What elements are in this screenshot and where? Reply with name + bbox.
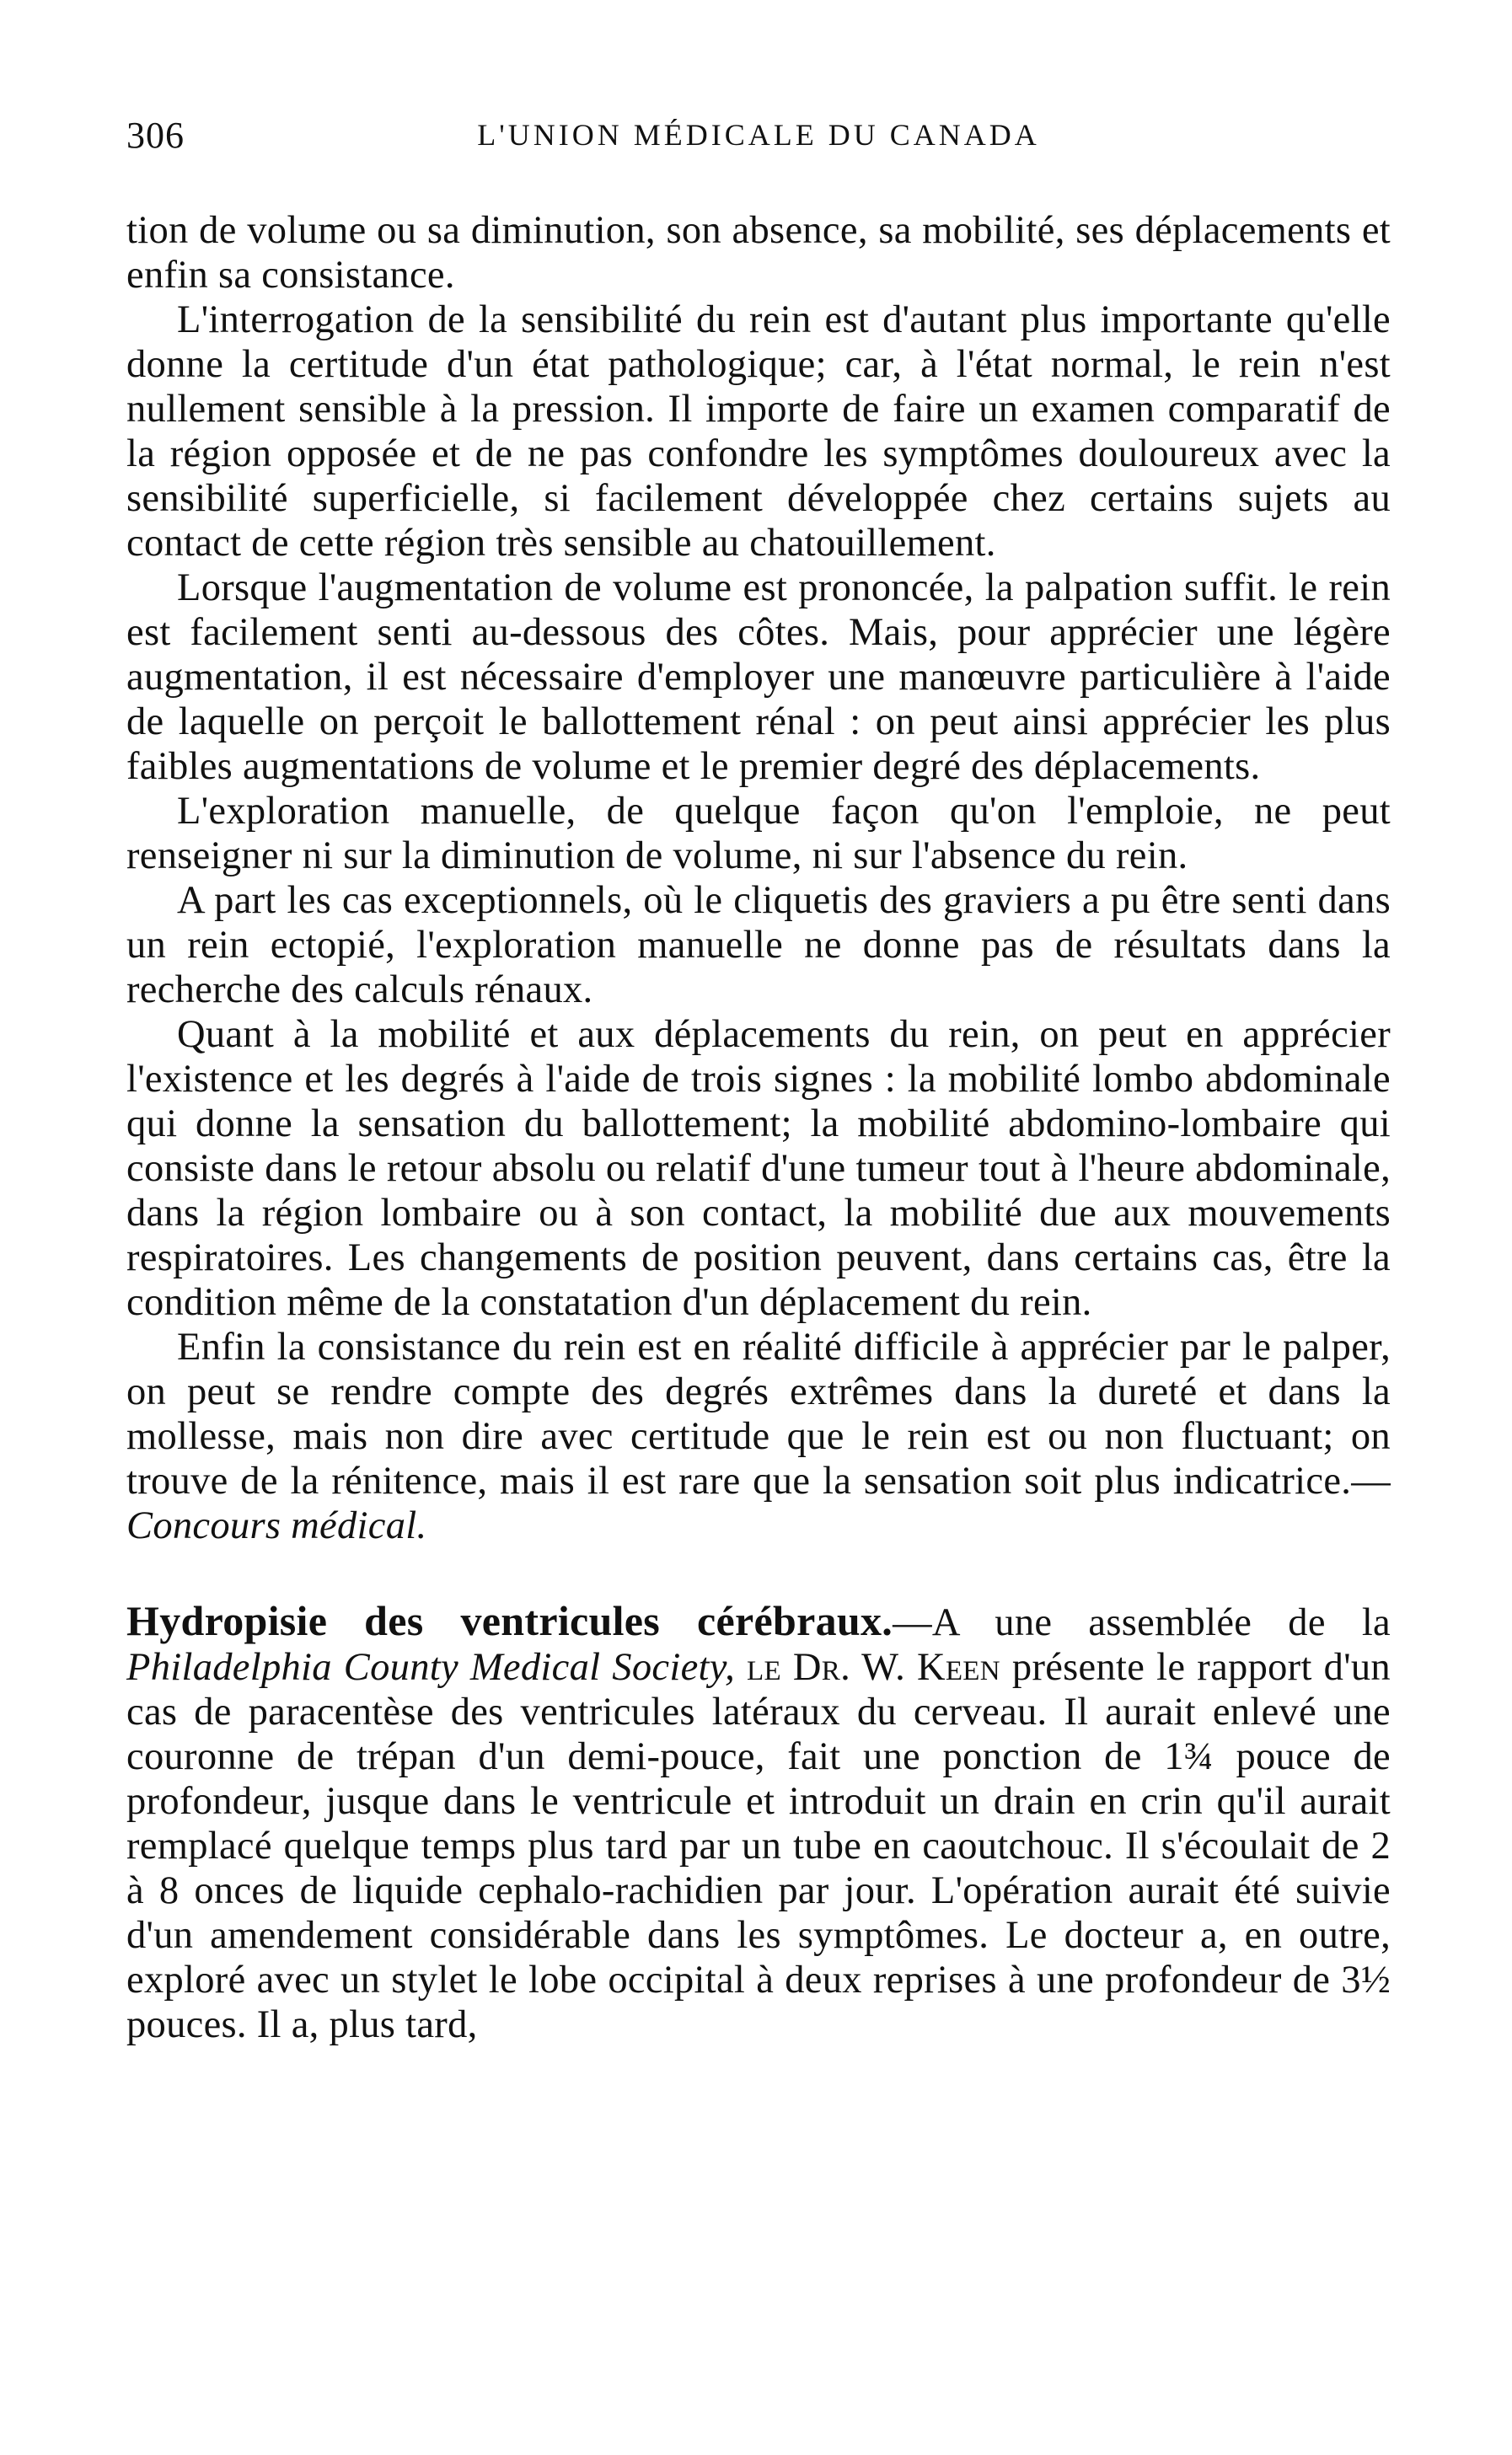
article-paragraph [126, 1599, 1391, 2047]
paragraph-4: L'exploration manuelle, de quelque façon qu'on l'emploie, ne peut renseigner ni sur la diminution de volume, ni sur l'absence du rein. [126, 790, 1391, 877]
paragraph-6: Quant à la mobilité et aux déplacements du rein, on peut en apprécier l'existence et les degrés à l'aide de trois signes : la mobilité lombo abdominale qui donne la sensation du ballottement; la mobilité abdomino-lombaire qui consiste dans le retour absolu ou relatif d'une tumeur tout à l'heure abdominale, dans la région lombaire ou à son contact, la mobilité due aux mouvements respiratoires. Les changements de position peuvent, dans certains cas, être la condition même de la constatation d'un déplacement du rein. [126, 1013, 1391, 1324]
society-name: Philadelphia County Medical Society, [126, 1646, 736, 1689]
article-heading: Hydropisie des ventricules cérébraux. [126, 1597, 893, 1644]
article-intro: A une assemblée de la [931, 1601, 1391, 1644]
page [126, 114, 1391, 2047]
running-head [126, 114, 1391, 173]
paragraph-7 [126, 1325, 1391, 1548]
paragraph-7-text: Enfin la consistance du rein est en réalité difficile à apprécier par le palper, on peut se rendre compte des degrés extrêmes dans la dureté et dans la mollesse, mais non dire avec certitude que le rein est ou non fluctuant; on trouve de la rénitence, mais il est rare que la sensation soit plus indicatrice.— [126, 1326, 1391, 1503]
article-body: présente le rapport d'un cas de paracentèse des ventricules latéraux du cerveau. Il aurait enlevé une couronne de trépan d'un demi-pouce, fait une ponction de 1¾ pouce de profondeur, jusque dans le ventricule et introduit un drain en crin qu'il aurait remplacé quelque temps plus tard par un tube en caoutchouc. Il s'écoulait de 2 à 8 onces de liquide cephalo-rachidien par jour. L'opération aurait été suivie d'un amendement considérable dans les symptômes. Le docteur a, en outre, exploré avec un stylet le lobe occipital à deux reprises à une profondeur de 3½ pouces. Il a, plus tard, [126, 1646, 1391, 2046]
article-dash: — [893, 1601, 932, 1644]
author-name: le Dr. W. Keen [747, 1646, 1000, 1689]
journal-title: L'UNION MÉDICALE DU CANADA [477, 118, 1040, 152]
paragraph-2: L'interrogation de la sensibilité du rein est d'autant plus importante qu'elle donne la certitude d'un état pathologique; car, à l'état normal, le rein n'est nullement sensible à la pression. Il importe de faire un examen comparatif de la région opposée et de ne pas confondre les symptômes douloureux avec la sensibilité superficielle, si facilement développée chez certains sujets au contact de cette région très sensible au chatouillement. [126, 298, 1391, 565]
page-number: 306 [126, 115, 185, 156]
paragraph-3: Lorsque l'augmentation de volume est prononcée, la palpation suffit. le rein est facilement senti au-dessous des côtes. Mais, pour apprécier une légère augmentation, il est nécessaire d'employer une manœuvre particulière à l'aide de laquelle on perçoit le ballottement rénal : on peut ainsi apprécier les plus faibles augmentations de volume et le premier degré des déplacements. [126, 566, 1391, 788]
body-text [126, 208, 1391, 2047]
source-citation: Concours médical. [126, 1504, 427, 1547]
paragraph-5: A part les cas exceptionnels, où le cliquetis des graviers a pu être senti dans un rein ectopié, l'exploration manuelle ne donne pas de résultats dans la recherche des calculs rénaux. [126, 879, 1391, 1011]
paragraph-1: tion de volume ou sa diminution, son absence, sa mobilité, ses déplacements et enfin sa consistance. [126, 209, 1391, 297]
